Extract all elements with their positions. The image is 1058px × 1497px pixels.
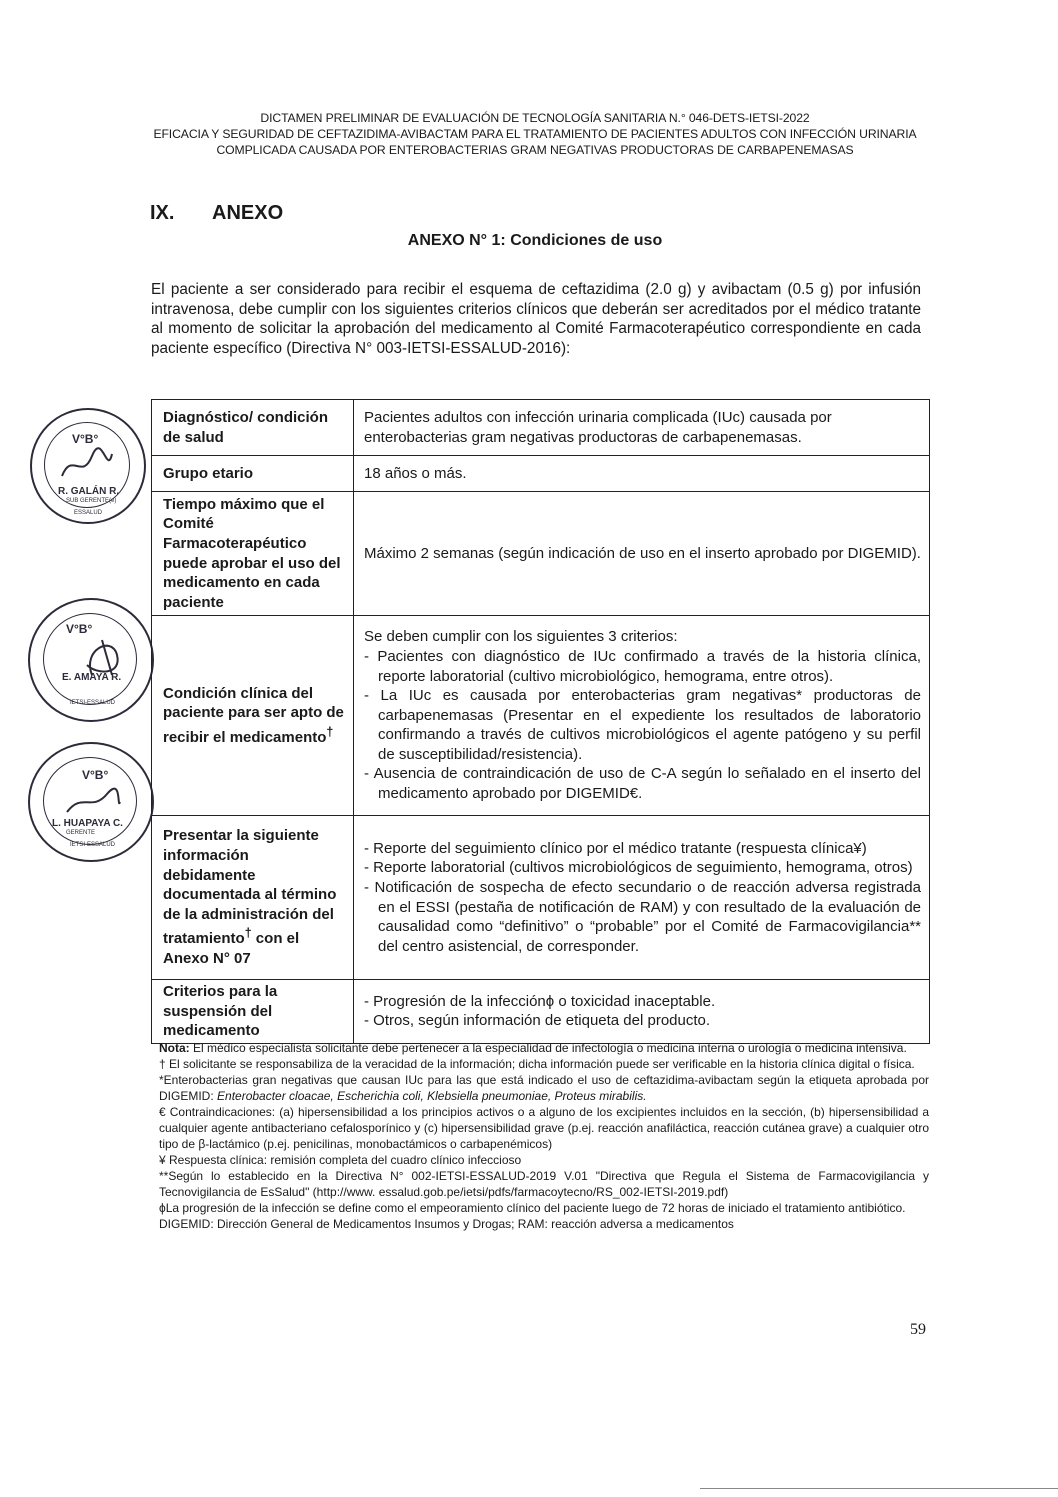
- section-title: [150, 202, 283, 225]
- header-line-1: DICTAMEN PRELIMINAR DE EVALUACIÓN DE TECNOLOGÍA SANITARIA N.° 046-DETS-IETSI-2022: [260, 111, 810, 125]
- row-value: [354, 816, 930, 980]
- row-label: Diagnóstico/ condición de salud: [152, 400, 354, 456]
- seal-vb: V°B°: [72, 432, 99, 446]
- note-label: Nota:: [159, 1041, 190, 1055]
- approval-seal-3: [28, 742, 154, 862]
- list-item: - La IUc es causada por enterobacterias gram negativas* productoras de carbapenemasas (Presentar en el expediente los resultados de laboratorio confirmando a través de cultivos microbiológicos el agente patógeno y su perfil de susceptibilidad/resistencia).: [364, 687, 921, 763]
- seal-vb: V°B°: [66, 622, 93, 636]
- row-label-text: Condición clínica del paciente para ser apto de recibir el medicamento: [163, 684, 344, 746]
- note-contraindications: € Contraindicaciones: (a) hipersensibilidad a los principios activos o a alguno de los excipientes incluidos en la sección, (b) hipersensibilidad a cualquier agente antibacteriano cefalosporínico y (c) hipersensibilidad grave (p.ej. reacción anafiláctica, reacción cutánea grave) a cualquier otro tipo de β-lactámico (p.ej. penicilinas, monobactámicos o carbapenémicos): [159, 1105, 929, 1151]
- criteria-intro: Se deben cumplir con los siguientes 3 criterios:: [364, 628, 678, 646]
- note-enterobacteria: *Enterobacterias gran negativas que causan IUc para las que está indicado el uso de ceftazidima-avibactam según la etiqueta aprobada por DIGEMID: Enterobacter cloacae, Escherichia coli, Klebsiella pneumoniae, Proteus mirabilis.: [159, 1073, 929, 1103]
- row-value: Máximo 2 semanas (según indicación de uso en el inserto aprobado por DIGEMID).: [354, 492, 930, 616]
- seal-ring: IETSI-ESSALUD: [70, 842, 116, 848]
- note-specialist: Nota: El médico especialista solicitante debe pertenecer a la especialidad de infectología o medicina interna o urología o medicina intensiva.: [159, 1041, 907, 1055]
- row-value: [354, 980, 930, 1044]
- table-row: [152, 816, 930, 980]
- note-progression: ϕLa progresión de la infección se define como el empeoramiento clínico del paciente luego de 72 horas de iniciado el tratamiento antibiótico.: [159, 1201, 906, 1215]
- row-label-text: Presentar la siguiente información debidamente documentada al término de la administración del tratamiento: [163, 827, 337, 948]
- section-number: IX.: [150, 202, 175, 224]
- list-item: - Otros, según información de etiqueta del producto.: [364, 1012, 711, 1030]
- list-item: - Reporte laboratorial (cultivos microbiológicos de seguimiento, hemograma, otros): [364, 859, 913, 877]
- list-item: - Pacientes con diagnóstico de IUc confirmado a través de la historia clínica, reporte laboratorial (cultivo microbiológico, hemograma, entre otros).: [364, 647, 921, 685]
- section-name: ANEXO: [212, 202, 284, 224]
- seal-name: R. GALÁN R.: [58, 486, 120, 497]
- table-row: [152, 492, 930, 616]
- criteria-list: [364, 839, 921, 957]
- conditions-table: [151, 399, 930, 1044]
- list-item: - Notificación de sospecha de efecto secundario o de reacción adversa registrada en el ESSI (pestaña de notificación de RAM) y con resultado de la evaluación de causalidad como “definitivo” o “probable” por el Comité de Farmacovigilancia** del centro asistencial, de corresponder.: [364, 878, 921, 955]
- approval-seal-2: [28, 598, 154, 722]
- criteria-list: [364, 647, 921, 804]
- row-label: [152, 616, 354, 816]
- table-row: [152, 400, 930, 456]
- list-item: - Reporte del seguimiento clínico por el médico tratante (respuesta clínica¥): [364, 839, 867, 857]
- intro-paragraph: El paciente a ser considerado para recibir el esquema de ceftazidima (2.0 g) y avibactam (0.5 g) por infusión intravenosa, debe cumplir con los siguientes criterios clínicos que deberán ser acreditados por el médico tratante al momento de solicitar la aprobación del medicamento al Comité Farmacoterapéutico correspondiente en cada paciente específico (Directiva N° 003-IETSI-ESSALUD-2016):: [151, 281, 921, 357]
- row-value: [354, 616, 930, 816]
- seal-name: E. AMAYA R.: [62, 672, 122, 683]
- note-dagger: † El solicitante se responsabiliza de la veracidad de la información; dicha información puede ser verificable en la historia clínica digital o física.: [159, 1057, 915, 1071]
- table-row: [152, 616, 930, 816]
- row-label: [152, 816, 354, 980]
- row-label-text-end: con el Anexo N° 07: [163, 930, 300, 967]
- row-value: 18 años o más.: [354, 456, 930, 492]
- header-line-2: EFICACIA Y SEGURIDAD DE CEFTAZIDIMA-AVIBACTAM PARA EL TRATAMIENTO DE PACIENTES ADULTOS CON INFECCIÓN URINARIA: [153, 127, 917, 141]
- seal-ring: IETSI-ESSALUD: [70, 700, 116, 706]
- note-clinical-response: ¥ Respuesta clínica: remisión completa del cuadro clínico infeccioso: [159, 1153, 522, 1167]
- seal-name: L. HUAPAYA C.: [52, 818, 123, 829]
- dagger-mark: †: [244, 926, 252, 941]
- seal-role: SUB GERENTE(e): [66, 498, 117, 504]
- row-label: Grupo etario: [152, 456, 354, 492]
- scan-edge-line: [700, 1488, 1058, 1489]
- approval-seal-1: [30, 408, 146, 524]
- list-item: - Progresión de la infecciónϕ o toxicidad inaceptable.: [364, 992, 716, 1010]
- header-line-3: COMPLICADA CAUSADA POR ENTEROBACTERIAS GRAM NEGATIVAS PRODUCTORAS DE CARBAPENEMASAS: [216, 143, 854, 157]
- table-row: [152, 980, 930, 1044]
- signature-icon: [62, 782, 122, 822]
- seal-ring: ESSALUD: [74, 510, 103, 516]
- document-header: [150, 110, 920, 158]
- footnotes: [159, 1040, 929, 1232]
- row-label: Tiempo máximo que el Comité Farmacoterapéutico puede aprobar el uso del medicamento en cada paciente: [152, 492, 354, 616]
- seal-role: GERENTE: [66, 830, 96, 836]
- annex-title: ANEXO N° 1: Condiciones de uso: [407, 232, 663, 249]
- note-directive: **Según lo establecido en la Directiva N° 002-IETSI-ESSALUD-2019 V.01 "Directiva que Regula el Sistema de Farmacovigilancia y Tecnovigilancia de EsSalud" (http://www. essalud.gob.pe/ietsi/pdfs/farmacoytecno/RS_002-IETSI-2019.pdf): [159, 1169, 929, 1199]
- seal-vb: V°B°: [82, 768, 109, 782]
- table-row: [152, 456, 930, 492]
- note-abbreviations: DIGEMID: Dirección General de Medicamentos Insumos y Drogas; RAM: reacción adversa a medicamentos: [159, 1217, 734, 1231]
- signature-icon: [57, 446, 117, 486]
- row-value: Pacientes adultos con infección urinaria complicada (IUc) causada por enterobacterias gram negativas productoras de carbapenemasas.: [354, 400, 930, 456]
- list-item: - Ausencia de contraindicación de uso de C-A según lo señalado en el inserto del medicamento aprobado por DIGEMID€.: [364, 765, 921, 803]
- page-number: 59: [910, 1321, 926, 1338]
- criteria-list: [364, 992, 921, 1031]
- row-label: Criterios para la suspensión del medicamento: [152, 980, 354, 1044]
- dagger-mark: †: [326, 724, 334, 739]
